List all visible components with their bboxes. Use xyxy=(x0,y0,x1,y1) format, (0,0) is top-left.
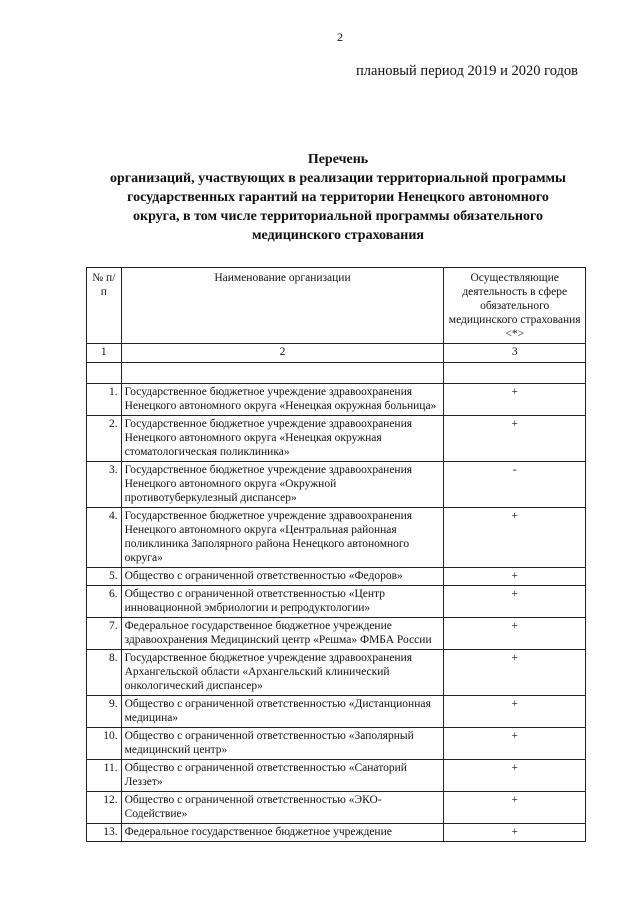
oms-flag: + xyxy=(444,618,586,650)
column-index: 3 xyxy=(444,344,586,363)
row-number: 10. xyxy=(87,728,122,760)
organization-name: Государственное бюджетное учреждение здравоохранения Архангельской области «Архангельский клинический онкологический диспансер» xyxy=(121,650,444,696)
title-line: организаций, участвующих в реализации территориальной программы xyxy=(110,171,566,186)
oms-flag: + xyxy=(444,568,586,586)
header-name: Наименование организации xyxy=(121,268,444,344)
organization-name: Общество с ограниченной ответственностью «Центр инновационной эмбриологии и репродуктологии» xyxy=(121,586,444,618)
table-row xyxy=(87,384,586,416)
table-row xyxy=(87,618,586,650)
row-number: 3. xyxy=(87,462,122,508)
oms-flag: + xyxy=(444,650,586,696)
table-row xyxy=(87,416,586,462)
table-row xyxy=(87,462,586,508)
oms-flag: - xyxy=(444,462,586,508)
document-title xyxy=(88,150,588,245)
row-number: 13. xyxy=(87,824,122,842)
row-number: 6. xyxy=(87,586,122,618)
title-line: медицинского страхования xyxy=(252,228,424,243)
organization-name: Общество с ограниченной ответственностью «Дистанционная медицина» xyxy=(121,696,444,728)
row-number: 11. xyxy=(87,760,122,792)
row-number: 7. xyxy=(87,618,122,650)
oms-flag: + xyxy=(444,508,586,568)
row-number: 4. xyxy=(87,508,122,568)
title-line: Перечень xyxy=(307,152,369,167)
header-oms: Осуществляющие деятельность в сфере обязательного медицинского страхования <*> xyxy=(444,268,586,344)
table-row xyxy=(87,508,586,568)
spacer-row xyxy=(87,363,586,384)
planning-period: плановый период 2019 и 2020 годов xyxy=(356,63,578,79)
row-number: 2. xyxy=(87,416,122,462)
oms-flag: + xyxy=(444,586,586,618)
table-row xyxy=(87,760,586,792)
column-index: 2 xyxy=(121,344,444,363)
organization-name: Государственное бюджетное учреждение здравоохранения Ненецкого автономного округа «Ненецкая окружная больница» xyxy=(121,384,444,416)
oms-flag: + xyxy=(444,824,586,842)
header-no: № п/п xyxy=(87,268,122,344)
table-row xyxy=(87,792,586,824)
organization-name: Федеральное государственное бюджетное учреждение xyxy=(121,824,444,842)
column-index: 1 xyxy=(87,344,122,363)
organization-name: Государственное бюджетное учреждение здравоохранения Ненецкого автономного округа «Ненецкая окружная стоматологическая поликлиника» xyxy=(121,416,444,462)
table-row xyxy=(87,568,586,586)
organization-name: Общество с ограниченной ответственностью «Федоров» xyxy=(121,568,444,586)
organization-name: Федеральное государственное бюджетное учреждение здравоохранения Медицинский центр «Решма» ФМБА России xyxy=(121,618,444,650)
row-number: 8. xyxy=(87,650,122,696)
organization-name: Общество с ограниченной ответственностью «ЭКО-Содействие» xyxy=(121,792,444,824)
row-number: 5. xyxy=(87,568,122,586)
row-number: 1. xyxy=(87,384,122,416)
oms-flag: + xyxy=(444,728,586,760)
title-line: округа, в том числе территориальной программы обязательного xyxy=(133,209,543,224)
column-index-row xyxy=(87,344,586,363)
page-number: 2 xyxy=(337,30,343,44)
organization-name: Общество с ограниченной ответственностью «Заполярный медицинский центр» xyxy=(121,728,444,760)
organization-name: Государственное бюджетное учреждение здравоохранения Ненецкого автономного округа «Окружной противотуберкулезный диспансер» xyxy=(121,462,444,508)
row-number: 12. xyxy=(87,792,122,824)
organization-name: Государственное бюджетное учреждение здравоохранения Ненецкого автономного округа «Центральная районная поликлиника Заполярного района Ненецкого автономного округа» xyxy=(121,508,444,568)
table-row xyxy=(87,728,586,760)
table-row xyxy=(87,824,586,842)
table-row xyxy=(87,650,586,696)
title-line: государственных гарантий на территории Ненецкого автономного xyxy=(127,190,549,205)
organization-name: Общество с ограниченной ответственностью «Санаторий Леззет» xyxy=(121,760,444,792)
oms-flag: + xyxy=(444,792,586,824)
oms-flag: + xyxy=(444,760,586,792)
table-row xyxy=(87,586,586,618)
organizations-table xyxy=(86,267,586,842)
oms-flag: + xyxy=(444,696,586,728)
oms-flag: + xyxy=(444,384,586,416)
row-number: 9. xyxy=(87,696,122,728)
header-row xyxy=(87,268,586,344)
oms-flag: + xyxy=(444,416,586,462)
table-row xyxy=(87,696,586,728)
